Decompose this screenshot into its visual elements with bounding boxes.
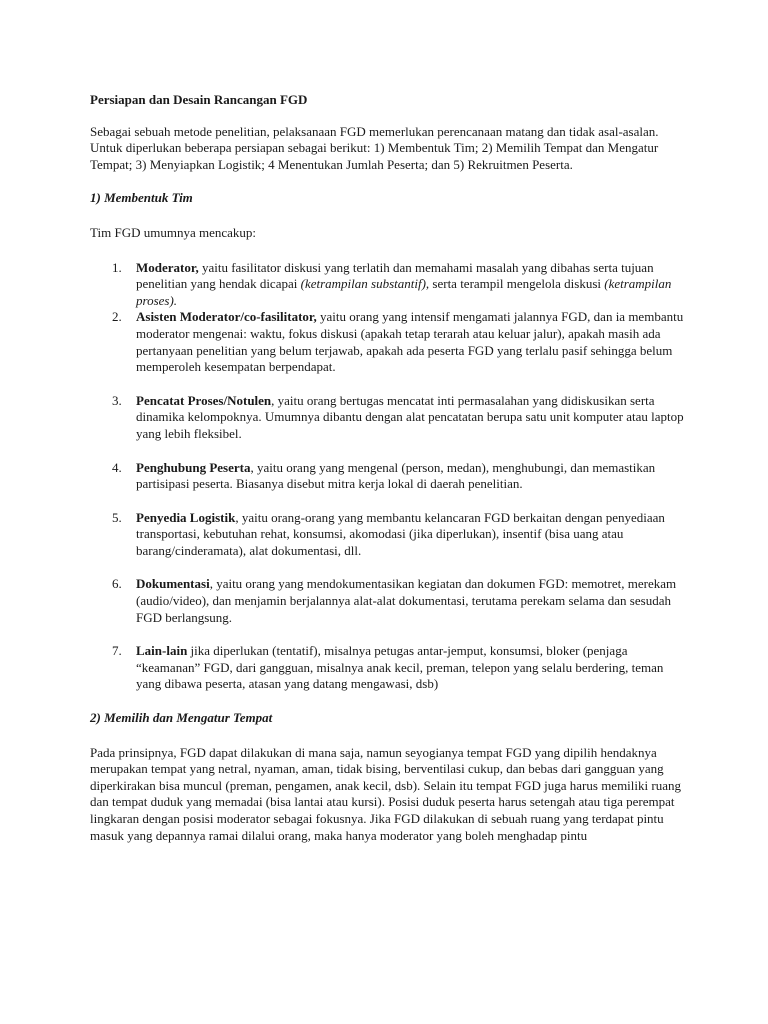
list-item-penyedia-logistik [90,510,690,560]
role-text: serta terampil mengelola diskusi [429,276,605,292]
list-item-dokumentasi [90,576,690,626]
role-term: Penyedia Logistik [136,509,236,525]
list-item-pencatat [90,393,690,443]
role-term: Asisten Moderator/co-fasilitator, [136,309,317,325]
list-number: 1. [112,259,122,275]
document-page [90,92,690,844]
list-item-lain-lain [90,643,690,693]
role-emphasis: (ketrampilan proses). [136,276,672,308]
list-number: 6. [112,576,122,592]
section-lead: Tim FGD umumnya mencakup: [90,224,256,240]
role-text: yaitu fasilitator diskusi yang terlatih dan memahami masalah yang dibahas serta tujuan penelitian yang hendak dicapai [136,259,654,292]
document-title: Persiapan dan Desain Rancangan FGD [90,92,308,107]
role-term: Dokumentasi [136,576,210,592]
list-number: 3. [112,392,122,408]
role-term: Pencatat Proses/Notulen [136,392,272,408]
role-text: , yaitu orang-orang yang membantu kelancaran FGD berkaitan dengan penyediaan transportasi, kebutuhan rehat, konsumsi, akomodasi (jika diperlukan), insentif (bisa uang atau barang/cinderamata), alat dokumentasi, dll. [136,509,665,558]
roles-list [90,260,690,693]
role-text: , yaitu orang bertugas mencatat inti permasalahan yang didiskusikan serta dinamika kelompoknya. Umumnya dibantu dengan alat pencatatan berupa satu unit komputer atau laptop yang lebih fleksibel. [136,392,684,441]
role-term: Moderator, [136,259,199,275]
role-text: yaitu orang yang intensif mengamati jalannya FGD, dan ia membantu moderator mengenai: waktu, fokus diskusi (apakah tetap terarah atau keluar jalur), apakah masih ada pertanyaan penelitian yang belum terjawab, apakah ada peserta FGD yang terlalu pasif sehingga belum memperoleh kesempatan berpendapat. [136,309,684,375]
role-text: , yaitu orang yang mengenal (person, medan), menghubungi, dan memastikan partisipasi peserta. Biasanya disebut mitra kerja lokal di daerah penelitian. [136,459,656,492]
role-term: Penghubung Peserta [136,459,251,475]
section-heading-memilih-tempat: 2) Memilih dan Mengatur Tempat [90,710,273,726]
section-heading-membentuk-tim: 1) Membentuk Tim [90,190,193,206]
role-text: jika diperlukan (tentatif), misalnya petugas antar-jemput, konsumsi, bloker (penjaga “keamanan” FGD, dari gangguan, misalnya anak kecil, preman, telepon yang selalu berdering, teman yang dibawa peserta, atasan yang datang mengawasi, dsb) [136,643,664,692]
role-emphasis: (ketrampilan substantif), [300,276,430,292]
list-number: 7. [112,643,122,659]
role-term: Lain-lain [136,643,188,659]
list-number: 4. [112,459,122,475]
list-item-penghubung [90,460,690,493]
role-text: , yaitu orang yang mendokumentasikan kegiatan dan dokumen FGD: memotret, merekam (audio/video), dan menjamin berjalannya alat-alat dokumentasi, terutama perekam selama dan sesudah FGD berlangsung. [136,576,677,625]
list-number: 2. [112,309,122,325]
list-item-asisten-moderator [90,309,690,375]
list-item-moderator [90,260,690,310]
list-number: 5. [112,509,122,525]
section2-paragraph: Pada prinsipnya, FGD dapat dilakukan di mana saja, namun seyogianya tempat FGD yang dipilih hendaknya merupakan tempat yang netral, nyaman, aman, tidak bising, berventilasi cukup, dan bebas dari gangguan yang diperkirakan bisa muncul (preman, pengamen, anak kecil, dsb). Selain itu tempat FGD juga harus memiliki ruang dan tempat duduk yang memadai (bisa lantai atau kursi). Posisi duduk peserta harus setengah atau tiga perempat lingkaran dengan posisi moderator sebagai fokusnya. Jika FGD dilakukan di sebuah ruang yang terdapat pintu masuk yang depannya ramai dilalui orang, maka hanya moderator yang boleh menghadap pintu [90,744,681,843]
intro-paragraph: Sebagai sebuah metode penelitian, pelaksanaan FGD memerlukan perencanaan matang dan tidak asal-asalan. Untuk diperlukan beberapa persiapan sebagai berikut: 1) Membentuk Tim; 2) Memilih Tempat dan Mengatur Tempat; 3) Menyiapkan Logistik; 4 Menentukan Jumlah Peserta; dan 5) Rekruitmen Peserta. [90,123,659,172]
